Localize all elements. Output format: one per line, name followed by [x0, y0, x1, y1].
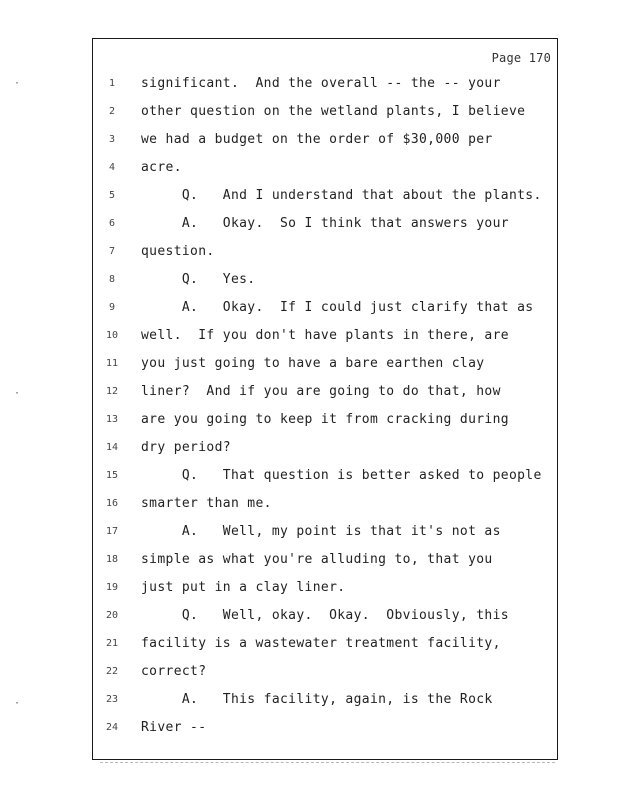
line-number: 3	[108, 134, 116, 145]
line-number: 12	[105, 386, 119, 397]
line-text: question.	[141, 244, 215, 259]
line-text: Q. And I understand that about the plants.	[141, 188, 542, 203]
transcript-line	[93, 300, 557, 328]
line-text: liner? And if you are going to do that, how	[141, 384, 501, 399]
transcript-page	[92, 38, 558, 760]
transcript-line	[93, 272, 557, 300]
line-number: 4	[108, 162, 116, 173]
line-number: 10	[105, 330, 119, 341]
line-number: 5	[108, 190, 116, 201]
line-text: Q. That question is better asked to people	[141, 468, 542, 483]
scan-edge-line	[100, 762, 555, 763]
transcript-line	[93, 580, 557, 608]
transcript-line	[93, 524, 557, 552]
transcript-line	[93, 328, 557, 356]
transcript-line	[93, 636, 557, 664]
line-number: 13	[105, 414, 119, 425]
line-number: 6	[108, 218, 116, 229]
scan-mark: ·	[14, 698, 21, 709]
line-text: you just going to have a bare earthen clay	[141, 356, 485, 371]
line-text: A. This facility, again, is the Rock	[141, 692, 493, 707]
line-number: 17	[105, 526, 119, 537]
transcript-line	[93, 76, 557, 104]
line-number: 19	[105, 582, 119, 593]
line-number: 24	[105, 722, 119, 733]
line-text: we had a budget on the order of $30,000 per	[141, 132, 493, 147]
transcript-line	[93, 440, 557, 468]
line-number: 7	[108, 246, 116, 257]
transcript-line	[93, 244, 557, 272]
line-number: 9	[108, 302, 116, 313]
line-number: 18	[105, 554, 119, 565]
line-text: correct?	[141, 664, 207, 679]
transcript-line	[93, 496, 557, 524]
transcript-line	[93, 160, 557, 188]
line-number: 8	[108, 274, 116, 285]
line-number: 11	[105, 358, 119, 369]
line-number: 15	[105, 470, 119, 481]
line-text: simple as what you're alluding to, that you	[141, 552, 493, 567]
line-text: significant. And the overall -- the -- your	[141, 76, 501, 91]
transcript-line	[93, 664, 557, 692]
transcript-line	[93, 608, 557, 636]
line-number: 14	[105, 442, 119, 453]
transcript-line	[93, 188, 557, 216]
line-text: River --	[141, 720, 207, 735]
scan-mark: ·	[14, 388, 21, 399]
transcript-line	[93, 720, 557, 748]
page-number: Page 170	[491, 51, 551, 65]
line-number: 1	[108, 78, 116, 89]
line-number: 16	[105, 498, 119, 509]
transcript-line	[93, 216, 557, 244]
line-text: acre.	[141, 160, 182, 175]
line-number: 23	[105, 694, 119, 705]
line-text: A. Okay. So I think that answers your	[141, 216, 509, 231]
line-text: other question on the wetland plants, I believe	[141, 104, 526, 119]
scan-mark: ·	[14, 78, 21, 89]
line-number: 22	[105, 666, 119, 677]
line-text: A. Well, my point is that it's not as	[141, 524, 501, 539]
line-text: facility is a wastewater treatment facility,	[141, 636, 501, 651]
line-text: dry period?	[141, 440, 231, 455]
line-text: Q. Well, okay. Okay. Obviously, this	[141, 608, 509, 623]
transcript-line	[93, 132, 557, 160]
line-text: A. Okay. If I could just clarify that as	[141, 300, 534, 315]
line-text: just put in a clay liner.	[141, 580, 346, 595]
transcript-line	[93, 692, 557, 720]
line-text: Q. Yes.	[141, 272, 256, 287]
transcript-line	[93, 468, 557, 496]
line-text: smarter than me.	[141, 496, 272, 511]
line-number: 2	[108, 106, 116, 117]
transcript-line	[93, 356, 557, 384]
line-text: are you going to keep it from cracking during	[141, 412, 509, 427]
line-number: 21	[105, 638, 119, 649]
transcript-line	[93, 384, 557, 412]
line-text: well. If you don't have plants in there, are	[141, 328, 509, 343]
line-number: 20	[105, 610, 119, 621]
transcript-line	[93, 104, 557, 132]
transcript-line	[93, 412, 557, 440]
transcript-line	[93, 552, 557, 580]
